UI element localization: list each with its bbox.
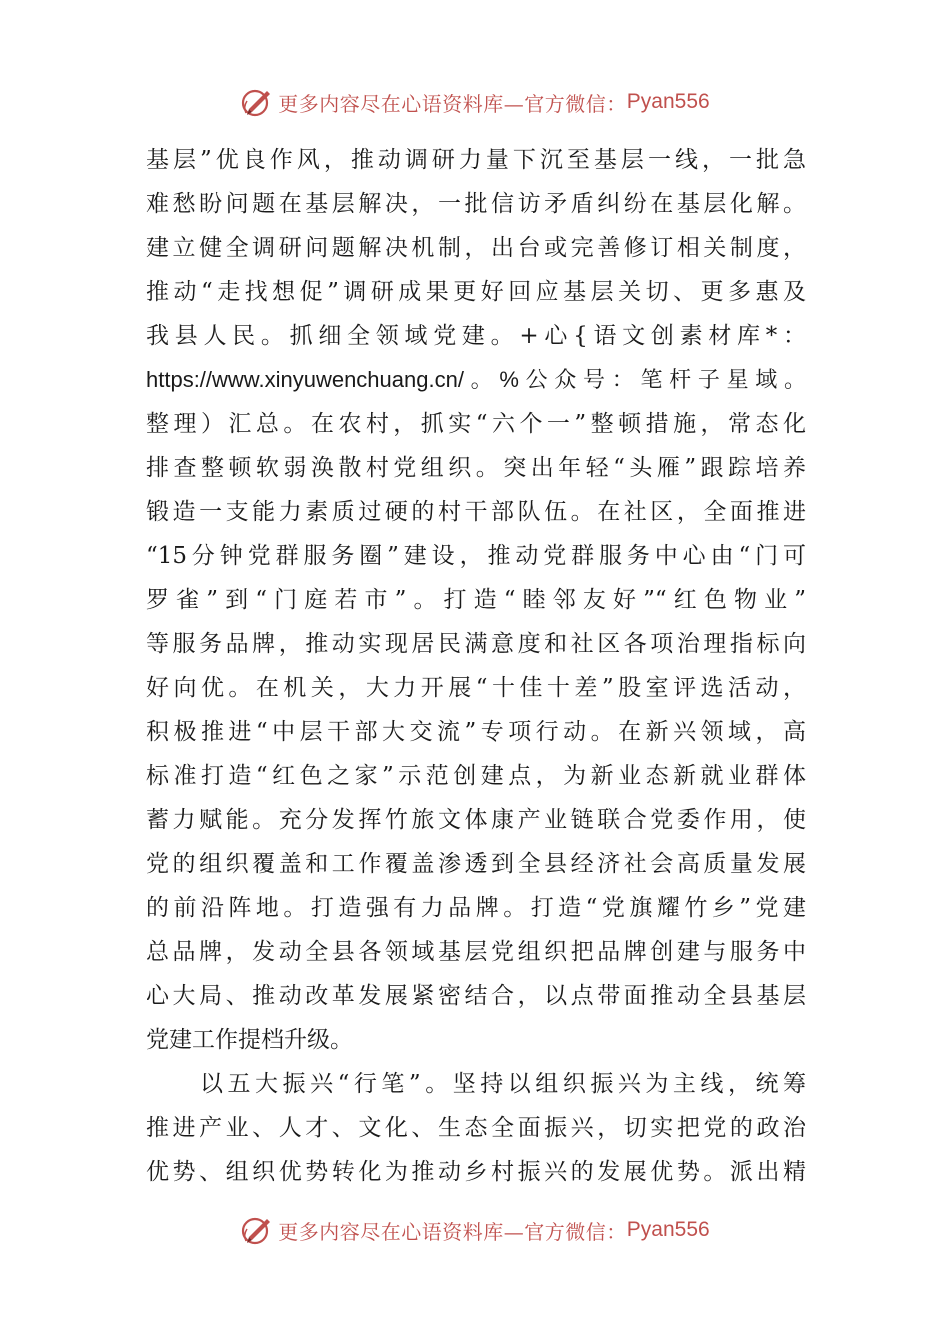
text-line: 总品牌，发动全县各领域基层党组织把品牌创建与服务中 [146, 939, 806, 965]
text-line: 基层”优良作风，推动调研力量下沉至基层一线，一批急 [146, 147, 806, 173]
text-line: 积极推进“中层干部大交流”专项行动。在新兴领域，高 [146, 719, 806, 745]
text-line-paragraph-start: 以五大振兴“行笔”。坚持以组织振兴为主线，统筹 [200, 1071, 806, 1097]
footer-banner [0, 1210, 950, 1250]
text-line: 党建工作提档升级。 [146, 1027, 353, 1053]
text-line: 罗雀”到“门庭若市”。打造“睦邻友好”“红色物业” [146, 587, 806, 613]
pen-logo-icon [240, 85, 274, 119]
pen-logo-icon [240, 1213, 274, 1247]
text-line: 等服务品牌，推动实现居民满意度和社区各项治理指标向 [146, 631, 806, 657]
text-line: 心大局、推动改革发展紧密结合，以点带面推动全县基层 [146, 983, 806, 1009]
text-line: 党的组织覆盖和工作覆盖渗透到全县经济社会高质量发展 [146, 851, 806, 877]
text-line: 难愁盼问题在基层解决，一批信访矛盾纠纷在基层化解。 [146, 191, 806, 217]
text-line-url: https://www.xinyuwenchuang.cn/。%公众号：笔杆子星域。 [146, 367, 806, 392]
text-line: “15分钟党群服务圈”建设，推动党群服务中心由“门可 [146, 543, 806, 569]
text-line: 建立健全调研问题解决机制，出台或完善修订相关制度， [146, 235, 806, 261]
text-line: 锻造一支能力素质过硬的村干部队伍。在社区，全面推进 [146, 499, 806, 525]
text-line: 排查整顿软弱涣散村党组织。突出年轻“头雁”跟踪培养 [146, 455, 806, 481]
banner-text: 更多内容尽在心语资料库—官方微信： [278, 91, 627, 116]
text-line: 好向优。在机关，大力开展“十佳十差”股室评选活动， [146, 675, 806, 701]
banner-wechat-id: Pyan556 [626, 90, 710, 113]
text-line: 标准打造“红色之家”示范创建点，为新业态新就业群体 [146, 763, 806, 789]
text-line: 我县人民。抓细全领域党建。+心{语文创素材库*： [146, 323, 806, 349]
banner-text: 更多内容尽在心语资料库—官方微信： [278, 1219, 627, 1244]
text-line: 的前沿阵地。打造强有力品牌。打造“党旗耀竹乡”党建 [146, 895, 806, 921]
text-line: 推动“走找想促”调研成果更好回应基层关切、更多惠及 [146, 279, 806, 305]
text-line: 推进产业、人才、文化、生态全面振兴，切实把党的政治 [146, 1115, 806, 1141]
text-line: 优势、组织优势转化为推动乡村振兴的发展优势。派出精 [146, 1159, 806, 1185]
header-banner [0, 82, 950, 122]
banner-wechat-id: Pyan556 [626, 1218, 710, 1241]
text-line: 整理）汇总。在农村，抓实“六个一”整顿措施，常态化 [146, 411, 806, 437]
text-line: 蓄力赋能。充分发挥竹旅文体康产业链联合党委作用，使 [146, 807, 806, 833]
document-body [146, 138, 806, 1194]
